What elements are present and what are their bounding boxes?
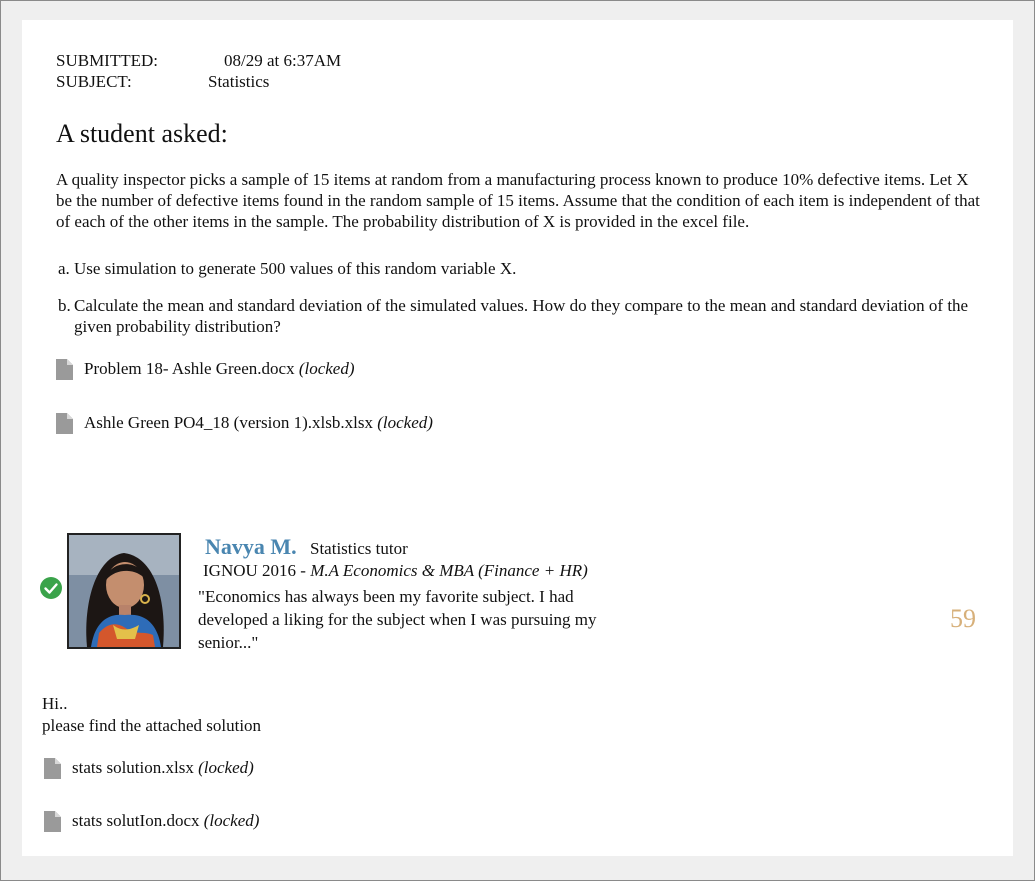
tutor-photo [69, 535, 179, 647]
locked-label: (locked) [203, 811, 260, 830]
question-heading: A student asked: [56, 119, 228, 148]
document-icon [44, 758, 61, 779]
document-icon [44, 811, 61, 832]
locked-label: (locked) [298, 359, 355, 378]
item-text: Use simulation to generate 500 values of this random variable X. [74, 259, 517, 278]
subject-value: Statistics [208, 72, 270, 91]
tutor-avatar[interactable] [67, 533, 181, 649]
check-circle-icon [40, 577, 62, 599]
item-marker: a. [58, 259, 70, 278]
tutor-education [203, 561, 588, 581]
tutor-score: 59 [950, 604, 976, 633]
question-body: A quality inspector picks a sample of 15 items at random from a manufacturing process known to produce 10% defective items. Let X be the number of defective items found in the random sample of 15 items. Assume that the condition of each item is independent of that of each of the other items in the sample. The probability distribution of X is provided in the excel file. [56, 170, 980, 231]
tutor-role: Statistics tutor [310, 539, 408, 558]
attachment-name: stats solution.xlsx (locked) [72, 758, 254, 777]
attachment-name: stats solutIon.docx (locked) [72, 811, 260, 830]
attachment-name: Problem 18- Ashle Green.docx (locked) [84, 359, 355, 378]
tutor-degree: M.A Economics & MBA (Finance + HR) [310, 561, 588, 580]
locked-label: (locked) [198, 758, 254, 777]
subject-label: SUBJECT: [56, 72, 132, 91]
tutor-quote: "Economics has always been my favorite subject. I had developed a liking for the subject when I was pursuing my senior..." [198, 587, 597, 652]
tutor-school: IGNOU 2016 - [203, 561, 311, 580]
attachment-name: Ashle Green PO4_18 (version 1).xlsb.xlsx (locked) [84, 413, 433, 432]
content-sheet [22, 20, 1013, 856]
locked-label: (locked) [377, 413, 433, 432]
document-icon [56, 359, 73, 380]
answer-message: please find the attached solution [42, 716, 262, 735]
answer-greeting: Hi.. [42, 694, 68, 713]
tutor-name[interactable]: Navya M. [205, 534, 297, 559]
document-icon [56, 413, 73, 434]
item-marker: b. [58, 296, 71, 315]
submitted-label: SUBMITTED: [56, 51, 158, 70]
item-text: Calculate the mean and standard deviation of the simulated values. How do they compare to the mean and standard deviation of the given probability distribution? [74, 296, 969, 336]
submitted-value: 08/29 at 6:37AM [224, 51, 342, 70]
